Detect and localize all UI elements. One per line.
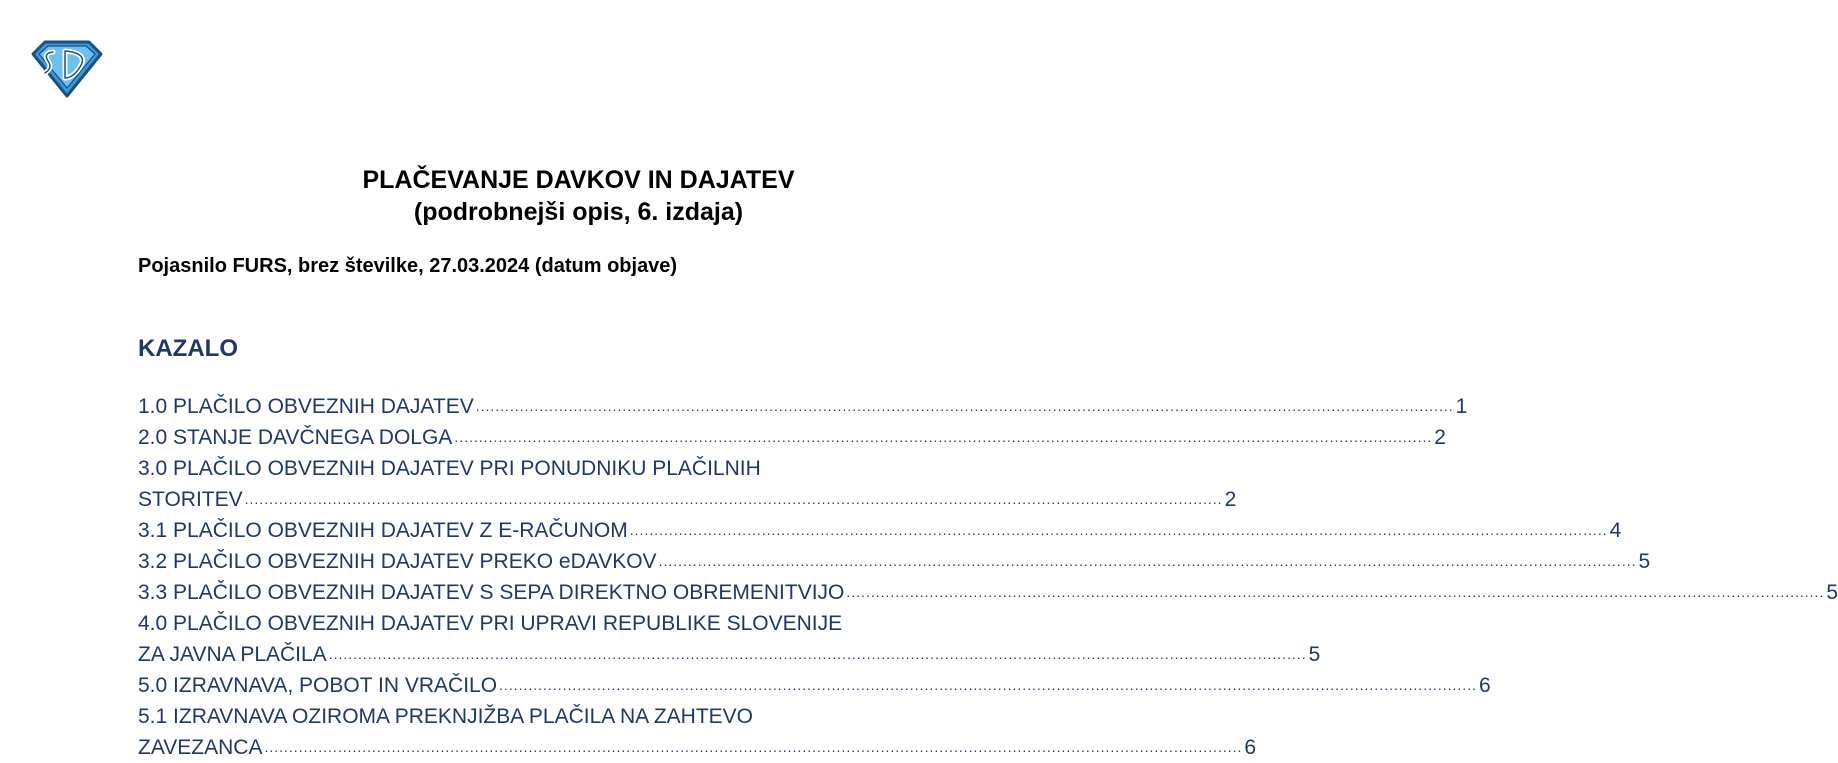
toc-entry[interactable] bbox=[138, 515, 1622, 546]
toc-page-number: 2 bbox=[1434, 426, 1446, 449]
toc-entry[interactable] bbox=[138, 422, 1446, 453]
toc-page-number: 5 bbox=[1826, 581, 1838, 604]
toc-entry[interactable] bbox=[138, 608, 964, 639]
toc-entry-text: 3.0 PLAČILO OBVEZNIH DAJATEV PRI PONUDNIKU PLAČILNIH bbox=[138, 457, 761, 480]
toc-entry-text: 4.0 PLAČILO OBVEZNIH DAJATEV PRI UPRAVI REPUBLIKE SLOVENIJE bbox=[138, 612, 843, 635]
toc-leader-dots: ........................................................................................................................................................................................................ bbox=[264, 739, 1243, 755]
toc-page-number: 6 bbox=[1478, 674, 1491, 697]
toc-entry[interactable] bbox=[138, 670, 1491, 701]
document-edition: (podrobnejši opis, 6. izdaja) bbox=[413, 198, 744, 226]
toc-leader-dots: ........................................................................................................................................................................................................ bbox=[658, 553, 1637, 569]
toc-page-number: 5 bbox=[1308, 643, 1321, 666]
toc-page-number: 2 bbox=[1224, 488, 1237, 511]
toc-entry-text: 3.3 PLAČILO OBVEZNIH DAJATEV S SEPA DIREKTNO OBREMENITVIJO bbox=[138, 581, 845, 604]
toc-leader-dots: ........................................................................................................................................................................................................ bbox=[846, 584, 1825, 600]
sd-logo-icon bbox=[31, 40, 103, 98]
toc-entry-text: ZA JAVNA PLAČILA bbox=[138, 643, 327, 666]
document-title: PLAČEVANJE DAVKOV IN DAJATEV bbox=[362, 166, 795, 194]
toc-entry-text: ZAVEZANCA bbox=[138, 736, 263, 759]
toc-entry-text: 3.1 PLAČILO OBVEZNIH DAJATEV Z E-RAČUNOM bbox=[138, 519, 628, 542]
toc-page-number: 5 bbox=[1638, 550, 1651, 573]
toc-leader-dots: ........................................................................................................................................................................................................ bbox=[328, 646, 1307, 662]
toc-entry-text: 2.0 STANJE DAVČNEGA DOLGA bbox=[138, 426, 453, 449]
toc-page-number: 4 bbox=[1609, 519, 1622, 542]
toc-leader-dots: ........................................................................................................................................................................................................ bbox=[454, 429, 1433, 445]
toc-leader-dots: ........................................................................................................................................................................................................ bbox=[244, 491, 1223, 507]
toc-entry[interactable] bbox=[138, 577, 1838, 608]
toc-entry-text: 1.0 PLAČILO OBVEZNIH DAJATEV bbox=[138, 395, 474, 418]
toc-leader-dots: ........................................................................................................................................................................................................ bbox=[629, 522, 1608, 538]
toc-entry[interactable] bbox=[138, 453, 964, 484]
toc-page-number: 6 bbox=[1244, 736, 1257, 759]
toc-entry-text: 3.2 PLAČILO OBVEZNIH DAJATEV PREKO eDAVKOV bbox=[138, 550, 657, 573]
toc-entry[interactable] bbox=[138, 484, 1237, 515]
toc-entry[interactable] bbox=[138, 732, 1257, 763]
toc-leader-dots: ........................................................................................................................................................................................................ bbox=[475, 398, 1454, 414]
toc-heading: KAZALO bbox=[138, 335, 238, 362]
table-of-contents bbox=[138, 391, 1838, 763]
toc-entry-text: 5.1 IZRAVNAVA OZIROMA PREKNJIŽBA PLAČILA NA ZAHTEVO bbox=[138, 705, 754, 728]
toc-entry[interactable] bbox=[138, 639, 1321, 670]
toc-entry-text: 5.0 IZRAVNAVA, POBOT IN VRAČILO bbox=[138, 674, 498, 697]
toc-entry-text: STORITEV bbox=[138, 488, 243, 511]
toc-entry[interactable] bbox=[138, 391, 1468, 422]
toc-entry[interactable] bbox=[138, 546, 1651, 577]
toc-leader-dots: ........................................................................................................................................................................................................ bbox=[499, 677, 1477, 693]
toc-page-number: 1 bbox=[1455, 395, 1468, 418]
toc-entry[interactable] bbox=[138, 701, 964, 732]
document-source: Pojasnilo FURS, brez številke, 27.03.2024 (datum objave) bbox=[138, 255, 678, 277]
